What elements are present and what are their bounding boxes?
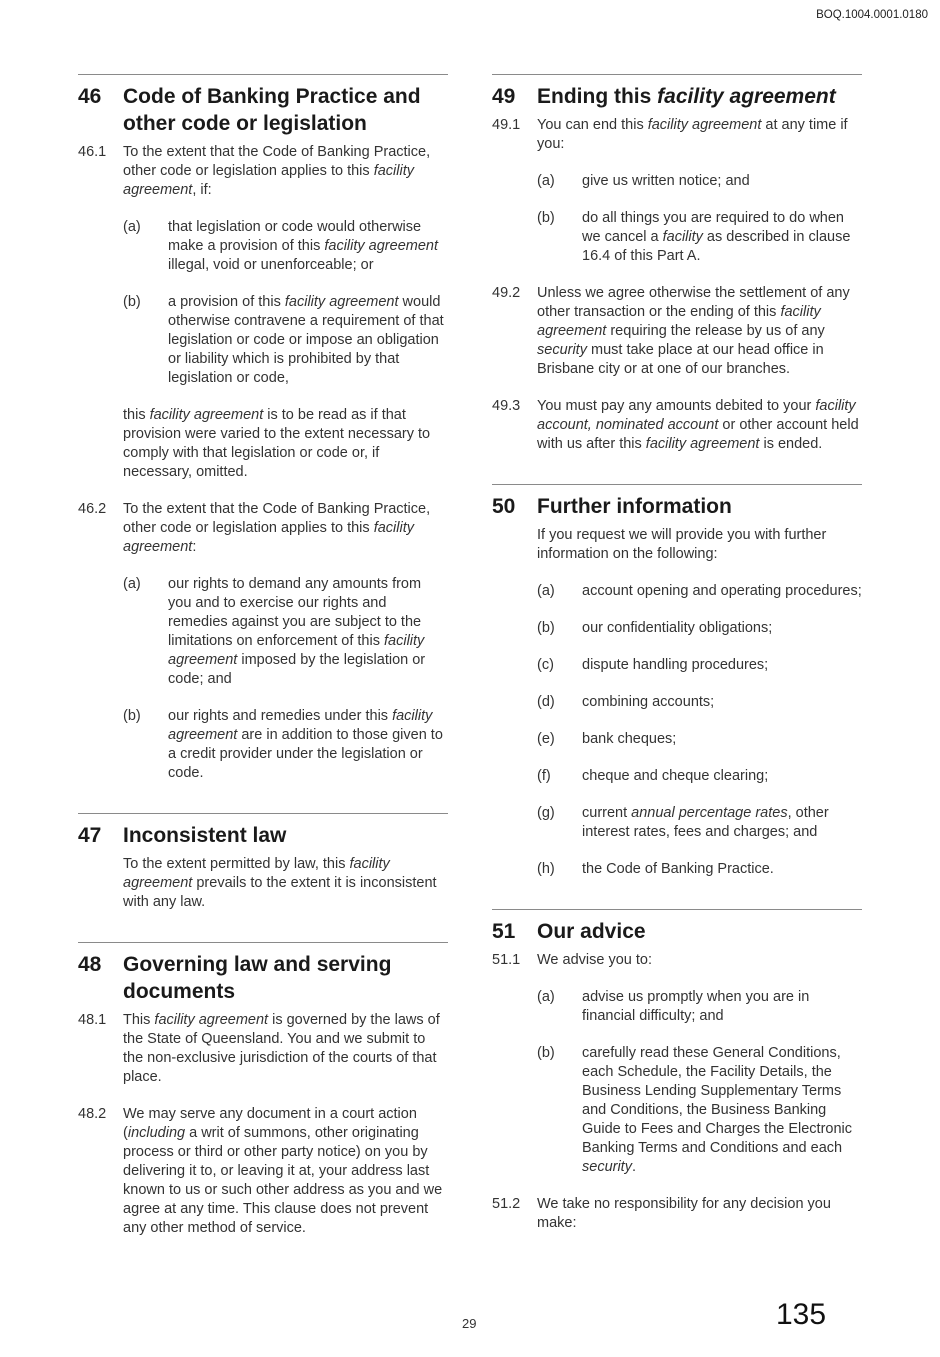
list-item: (b) carefully read these General Conditions, each Schedule, the Facility Details, the Business Lending Supplementary Terms and Conditions, the Business Banking Guide to Fees and Charges the Electronic Banking Terms and Conditions and each security.	[537, 1045, 853, 1175]
list-item: (h) the Code of Banking Practice.	[537, 861, 774, 877]
clause-49-3: 49.3 You must pay any amounts debited to your facility account, nominated account or other account held with us after this facility agreement is ended.	[492, 398, 859, 452]
list-item: (b) our rights and remedies under this facility agreement are in addition to those given to a credit provider under the legislation or code.	[123, 708, 443, 781]
list-item: (g) current annual percentage rates, other interest rates, fees and charges; and	[537, 805, 829, 840]
section-title: Code of Banking Practice and other code or legislation	[123, 85, 421, 135]
section-number: 48	[78, 953, 102, 976]
section-heading	[78, 83, 448, 137]
page-number: 29	[462, 1316, 477, 1331]
section-50	[492, 484, 862, 879]
clause-number: 51.1	[492, 952, 521, 968]
section-text: To the extent permitted by law, this facility agreement prevails to the extent it is inconsistent with any law.	[123, 856, 437, 910]
list-item: (f) cheque and cheque clearing;	[537, 768, 769, 784]
information-list	[537, 582, 862, 879]
clause-intro: You can end this facility agreement at any time if you:	[537, 117, 848, 152]
list-item: (e) bank cheques;	[537, 731, 677, 747]
clause-number: 46.2	[78, 501, 107, 517]
clause-46-1	[78, 143, 448, 482]
list-item: (b) a provision of this facility agreement would otherwise contravene a requirement of that legislation or code or impose an obligation or liability which is prohibited by that legislation or code,	[123, 294, 444, 386]
clause-intro: To the extent that the Code of Banking Practice, other code or legislation applies to this facility agreement, if:	[123, 144, 431, 198]
section-intro: If you request we will provide you with further information on the following:	[537, 527, 827, 562]
list-item: (a) our rights to demand any amounts from you and to exercise our rights and remedies against you are subject to the limitations on enforcement of this facility agreement imposed by the legislation or code; and	[123, 576, 426, 687]
clause-intro: We advise you to:	[537, 952, 652, 968]
section-number: 50	[492, 495, 516, 518]
clause-number: 49.3	[492, 398, 521, 414]
clause-number: 49.2	[492, 285, 521, 301]
list-item: (a) account opening and operating procedures;	[537, 583, 862, 599]
list-item: (a) that legislation or code would otherwise make a provision of this facility agreement illegal, void or unenforceable; or	[123, 219, 438, 273]
section-heading	[78, 822, 448, 849]
left-column	[78, 74, 448, 1268]
section-number: 49	[492, 85, 516, 108]
clause-51-2: 51.2 We take no responsibility for any decision you make:	[492, 1196, 831, 1231]
section-46	[78, 74, 448, 783]
section-number: 46	[78, 85, 102, 108]
list-item: (b) our confidentiality obligations;	[537, 620, 773, 636]
clause-49-2: 49.2 Unless we agree otherwise the settlement of any other transaction or the ending of this facility agreement requiring the release by us of any security must take place at our head office in Brisbane city or at one of our branches.	[492, 285, 850, 377]
section-heading	[492, 918, 862, 945]
clause-51-1	[492, 951, 862, 1177]
section-title: Governing law and serving documents	[123, 953, 392, 1003]
list-item: (a) give us written notice; and	[537, 173, 750, 189]
section-title: Our advice	[537, 920, 646, 943]
clause-number: 48.2	[78, 1106, 107, 1122]
list-item: (b) do all things you are required to do when we cancel a facility as described in clause 16.4 of this Part A.	[537, 210, 851, 264]
clause-number: 51.2	[492, 1196, 521, 1212]
list-item: (a) advise us promptly when you are in financial difficulty; and	[537, 989, 810, 1024]
section-49	[492, 74, 862, 454]
section-number: 51	[492, 920, 516, 943]
clause-48-2: 48.2 We may serve any document in a court action (including a writ of summons, other originating process or third or other party notice) on you by delivering it to, or leaving it at, your address last known to us or such other address as you and we agree at any time. This clause does not prevent any other method of service.	[78, 1106, 443, 1236]
clause-number: 49.1	[492, 117, 521, 133]
clause-number: 48.1	[78, 1012, 107, 1028]
section-title: Further information	[537, 495, 732, 518]
clause-number: 46.1	[78, 144, 107, 160]
clause-49-1	[492, 116, 862, 266]
section-51	[492, 909, 862, 1233]
section-heading	[78, 951, 448, 1005]
clause-intro: To the extent that the Code of Banking Practice, other code or legislation applies to this facility agreement:	[123, 501, 431, 555]
section-48	[78, 942, 448, 1238]
section-title: Ending this facility agreement	[537, 85, 836, 108]
section-heading	[492, 493, 862, 520]
section-47	[78, 813, 448, 912]
list-item: (c) dispute handling procedures;	[537, 657, 769, 673]
clause-continuation: this facility agreement is to be read as if that provision were varied to the extent necessary to comply with that legislation or code or, if necessary, omitted.	[123, 407, 431, 480]
list-item: (d) combining accounts;	[537, 694, 715, 710]
section-title: Inconsistent law	[123, 824, 287, 847]
clause-48-1: 48.1 This facility agreement is governed by the laws of the State of Queensland. You and we submit to the non-exclusive jurisdiction of the courts of that place.	[78, 1012, 440, 1085]
section-heading	[492, 83, 862, 110]
document-id: BOQ.1004.0001.0180	[816, 9, 928, 21]
section-number: 47	[78, 824, 102, 847]
clause-46-2	[78, 500, 448, 783]
document-page-number: 135	[776, 1298, 827, 1331]
right-column	[492, 74, 862, 1263]
